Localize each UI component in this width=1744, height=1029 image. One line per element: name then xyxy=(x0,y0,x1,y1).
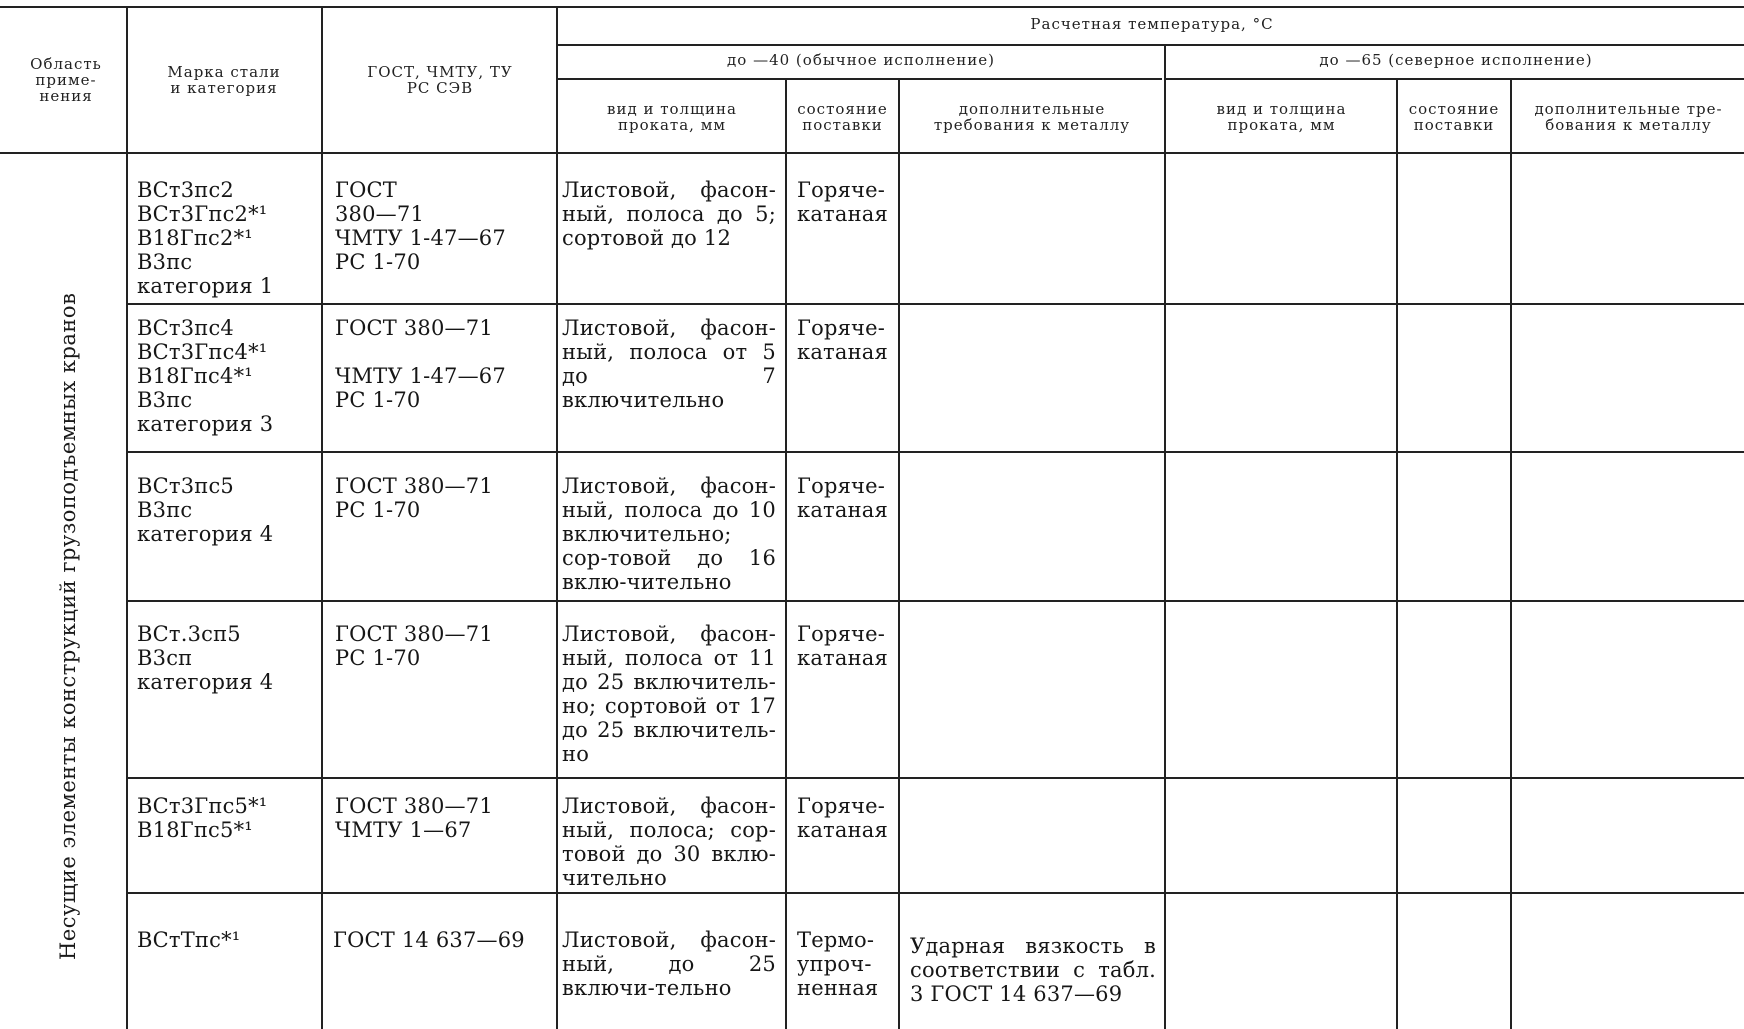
header-rolled-1: вид и толщина проката, мм xyxy=(607,100,737,134)
header-gost: ГОСТ, ЧМТУ, ТУ РС СЭВ xyxy=(367,63,513,97)
row-divider-4 xyxy=(128,777,1744,779)
header-extra-2: дополнительные тре- бования к металлу xyxy=(1534,100,1723,134)
row1-steel-grade: ВСт3пс2 ВСт3Гпс2*¹ В18Гпс2*¹ В3пс категория 1 xyxy=(137,178,274,298)
row5-state: Горяче- катаная xyxy=(797,794,888,842)
row6-rolled: Листовой, фасон-ный, до 25 включи-тельно xyxy=(562,928,776,1000)
table-top-border xyxy=(0,6,1744,8)
col-divider-steel xyxy=(321,6,323,1029)
col-divider-rolled xyxy=(785,80,787,1029)
row5-steel-grade: ВСт3Гпс5*¹ В18Гпс5*¹ xyxy=(137,794,268,842)
row6-gost: ГОСТ 14 637—69 xyxy=(333,928,525,952)
row-divider-1 xyxy=(128,303,1744,305)
group2-divider xyxy=(1166,78,1744,80)
temp-header-divider xyxy=(558,44,1744,46)
row2-gost: ГОСТ 380—71 ЧМТУ 1-47—67 РС 1-70 xyxy=(335,316,506,412)
header-area: Область приме- нения xyxy=(30,55,102,105)
col-divider-area xyxy=(126,6,128,1029)
row5-gost: ГОСТ 380—71 ЧМТУ 1—67 xyxy=(335,794,493,842)
col-divider-state2 xyxy=(1510,80,1512,1029)
header-bottom-border xyxy=(0,152,1744,154)
row1-state: Горяче- катаная xyxy=(797,178,888,226)
row4-gost: ГОСТ 380—71 РС 1-70 xyxy=(335,622,493,670)
header-steel: Марка стали и категория xyxy=(167,63,281,97)
row6-steel-grade: ВСтТпс*¹ xyxy=(137,928,241,952)
row-divider-2 xyxy=(128,451,1744,453)
header-group-ordinary: до —40 (обычное исполнение) xyxy=(727,51,995,69)
row6-extra: Ударная вязкость в соответствии с табл. 3 ГОСТ 14 637—69 xyxy=(910,934,1156,1006)
row4-state: Горяче- катаная xyxy=(797,622,888,670)
col-divider-state xyxy=(898,80,900,1029)
row2-rolled: Листовой, фасон-ный, полоса от 5 до 7 включительно xyxy=(562,316,776,412)
row6-state: Термо- упроч- ненная xyxy=(797,928,879,1000)
row1-rolled: Листовой, фасон-ный, полоса до 5; сортовой до 12 xyxy=(562,178,776,250)
row3-rolled: Листовой, фасон-ный, полоса до 10 включительно; сор-товой до 16 вклю-чительно xyxy=(562,474,776,594)
row3-gost: ГОСТ 380—71 РС 1-70 xyxy=(335,474,493,522)
row-divider-3 xyxy=(128,600,1744,602)
header-temperature: Расчетная температура, °С xyxy=(1030,15,1274,33)
area-label-vertical: Несущие элементы конструкций грузоподъемных кранов xyxy=(56,292,80,960)
row5-rolled: Листовой, фасон-ный, полоса; сор-товой до 30 вклю-чительно xyxy=(562,794,776,890)
row3-state: Горяче- катаная xyxy=(797,474,888,522)
col-divider-group xyxy=(1164,44,1166,1029)
row1-gost: ГОСТ 380—71 ЧМТУ 1-47—67 РС 1-70 xyxy=(335,178,506,274)
header-extra-1: дополнительные требования к металлу xyxy=(933,100,1131,134)
header-state-1: состояние поставки xyxy=(797,100,888,134)
header-group-northern: до —65 (северное исполнение) xyxy=(1319,51,1593,69)
header-state-2: состояние поставки xyxy=(1408,100,1500,134)
row-divider-5 xyxy=(128,892,1744,894)
header-rolled-2: вид и толщина проката, мм xyxy=(1216,100,1347,134)
group1-divider xyxy=(558,78,1162,80)
row4-rolled: Листовой, фасон-ный, полоса от 11 до 25 включитель-но; сортовой от 17 до 25 включитель-но xyxy=(562,622,776,766)
row2-steel-grade: ВСт3пс4 ВСт3Гпс4*¹ В18Гпс4*¹ В3пс категория 3 xyxy=(137,316,274,436)
col-divider-rolled2 xyxy=(1396,80,1398,1029)
row2-state: Горяче- катаная xyxy=(797,316,888,364)
col-divider-gost xyxy=(556,6,558,1029)
row4-steel-grade: ВСт.3сп5 В3сп категория 4 xyxy=(137,622,274,694)
row3-steel-grade: ВСт3пс5 В3пс категория 4 xyxy=(137,474,274,546)
